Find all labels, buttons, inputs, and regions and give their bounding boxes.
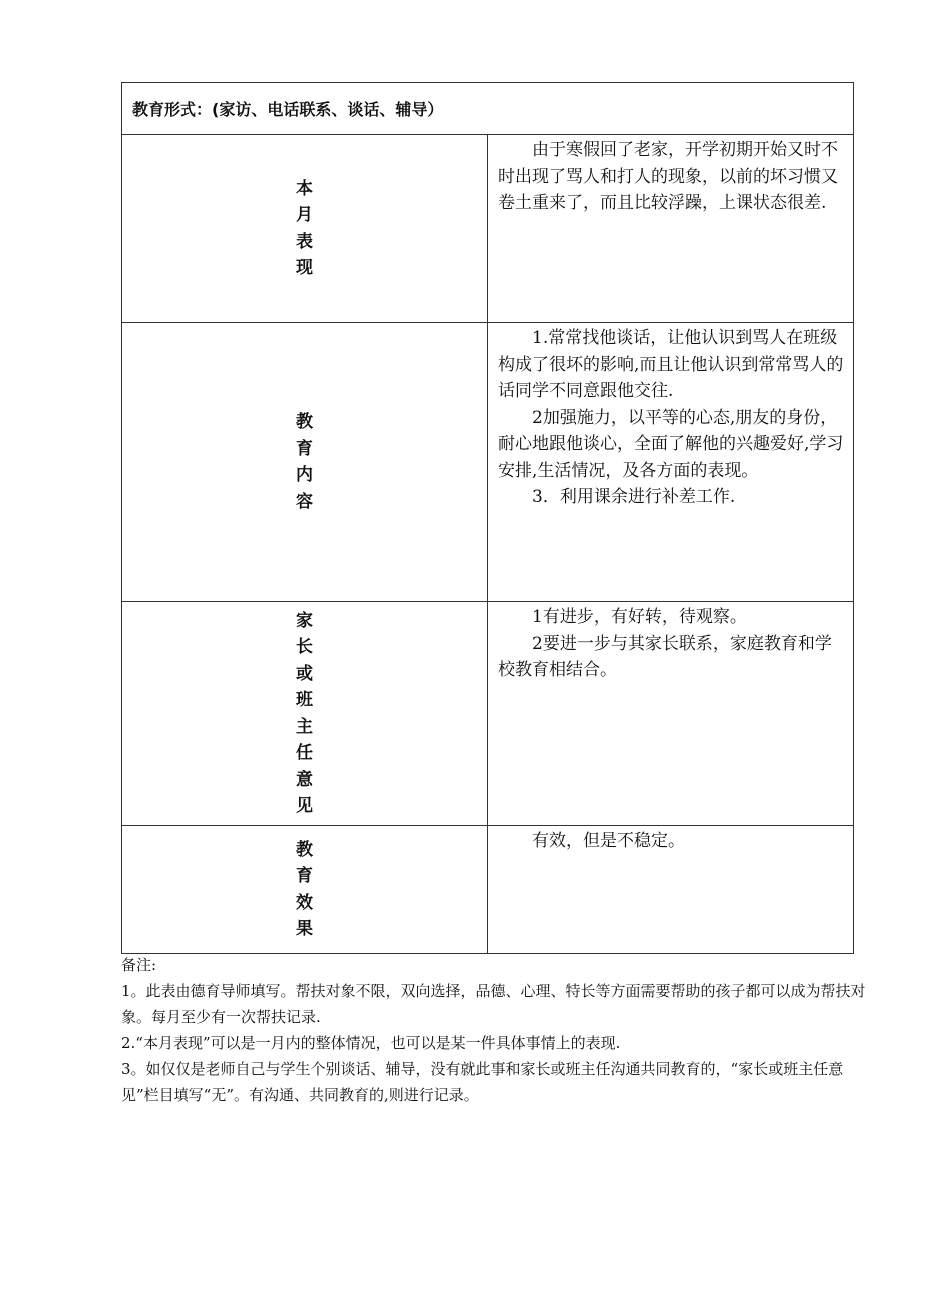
row-education-content <box>122 323 854 602</box>
mentoring-record-table <box>121 82 854 954</box>
education-content-item-3: 3．利用课余进行补差工作. <box>532 487 736 507</box>
label-monthly-performance: 本月表现 <box>296 178 313 278</box>
content-monthly-performance <box>488 135 854 323</box>
content-education-effect <box>488 826 854 954</box>
notes-title: 备注: <box>121 956 157 974</box>
education-content-item-2: 2加强施力，以平等的心态,朋友的身份，耐心地跟他谈心，全面了解他的兴趣爱好,学习安排,生活情况，及各方面的表现。 <box>498 407 844 481</box>
note-item-1: 1。此表由德育导师填写。帮扶对象不限，双向选择，品德、心理、特长等方面需要帮助的孩子都可以成为帮扶对象。每月至少有一次帮扶记录. <box>121 982 866 1026</box>
label-education-effect: 教育效果 <box>296 839 313 939</box>
education-content-item-1: 1.常常找他谈话，让他认识到骂人在班级构成了很坏的影响,而且让他认识到常常骂人的话同学不同意跟他交往. <box>498 328 844 401</box>
content-parent-teacher-opinion <box>488 602 854 826</box>
content-education-content <box>488 323 854 602</box>
education-effect-text: 有效，但是不稳定。 <box>532 831 685 851</box>
label-cell-education-content <box>122 323 488 602</box>
label-cell-monthly-performance <box>122 135 488 323</box>
opinion-item-1: 1有进步，有好转，待观察。 <box>532 607 747 627</box>
note-item-2: 2.“本月表现”可以是一月内的整体情况，也可以是某一件具体事情上的表现. <box>121 1034 621 1052</box>
education-form-header: 教育形式：(家访、电话联系、谈话、辅导） <box>122 83 854 135</box>
label-cell-parent-teacher-opinion <box>122 602 488 826</box>
row-monthly-performance <box>122 135 854 323</box>
opinion-item-2: 2要进一步与其家长联系，家庭教育和学校教育相结合。 <box>498 633 832 680</box>
label-parent-teacher-opinion: 家长或班主任意见 <box>296 610 313 816</box>
monthly-performance-text: 由于寒假回了老家，开学初期开始又时不时出现了骂人和打人的现象，以前的坏习惯又卷土重来了，而且比较浮躁，上课状态很差. <box>498 140 838 213</box>
label-education-content: 教育内容 <box>296 412 313 512</box>
note-item-3: 3。如仅仅是老师自己与学生个别谈话、辅导，没有就此事和家长或班主任沟通共同教育的，“家长或班主任意见”栏目填写“无”。有沟通、共同教育的,则进行记录。 <box>121 1060 844 1104</box>
label-cell-education-effect <box>122 826 488 954</box>
header-row <box>122 83 854 135</box>
notes-section <box>121 952 866 1108</box>
row-education-effect <box>122 826 854 954</box>
row-parent-teacher-opinion <box>122 602 854 826</box>
